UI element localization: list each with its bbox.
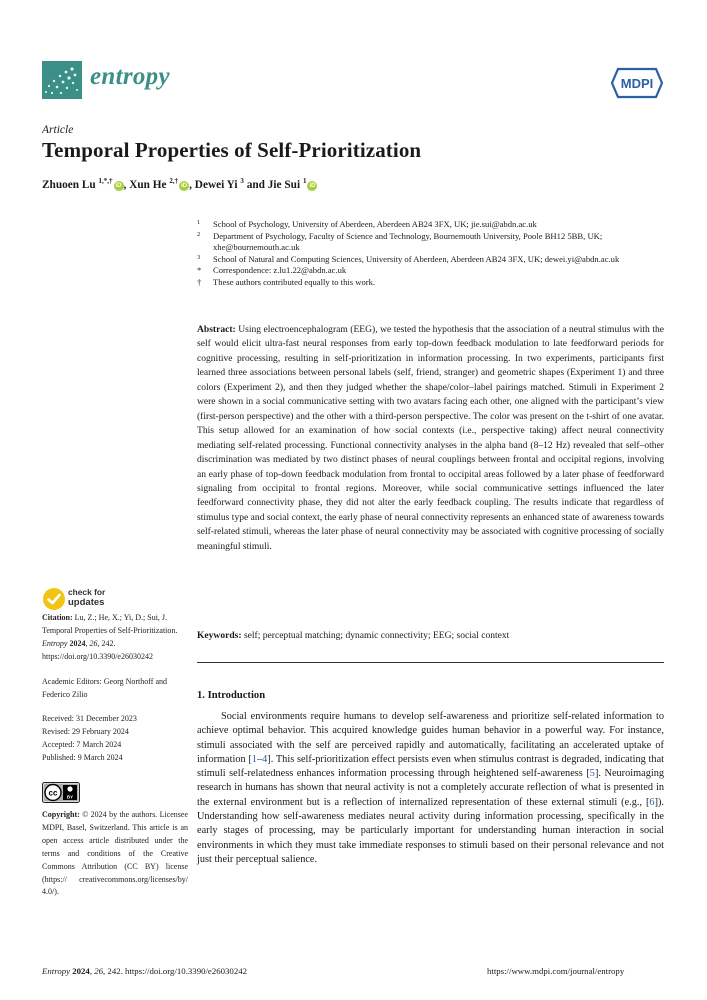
- academic-editors: Academic Editors: Georg Northoff and Federico Zilio: [42, 677, 168, 699]
- dates-block: [42, 713, 188, 765]
- mdpi-logo-icon[interactable]: [611, 66, 663, 100]
- check-for-updates-icon[interactable]: [42, 587, 66, 611]
- journal-logo-icon: [42, 61, 82, 99]
- author-affil-mark: 3: [240, 177, 244, 185]
- keywords: [197, 630, 664, 641]
- mdpi-logo-text: MDPI: [620, 76, 654, 91]
- footer-citation: Entropy 2024, 26, 242. https://doi.org/10.3390/e26030242: [42, 966, 248, 976]
- keywords-text: self; perceptual matching; dynamic connectivity; EEG; social context: [243, 630, 510, 641]
- check-for-updates-button[interactable]: check for updates: [68, 587, 106, 608]
- author-name[interactable]: Xun He: [129, 178, 167, 191]
- orcid-icon[interactable]: iD: [309, 182, 316, 189]
- intro-paragraph: Social environments require humans to develop self-awareness and prioritize self-related information to achieve optimal behavior. This acquired knowledge guides human behavior in a powerful way. For instance, stimuli associated with the self are perceived rapidly and automatically, facilitating an accelerated uptake of information [1–4]. This self-prioritization effect persists even when stimulus contrast is degraded, indicating that stimuli self-relatedness enhances information processing through heightened self-awareness [5]. Neuroimaging research in humans has shown that neural activity is not a completely accurate reflection of what is presented in the external environment but is a reflection of internalized representation of these external stimuli (e.g., [6]). Understanding how self-awareness mediates neural activity during information processing, specifically in the early stages of processing, may be particularly important for understanding human interaction in social environments in which they must take immediate responses to stimuli based on their personal relevance and not just their perceptual salience.: [197, 711, 664, 865]
- author-affil-mark: 1: [302, 177, 307, 185]
- footer-doi-link[interactable]: , 242. https://doi.org/10.3390/e26030242: [103, 966, 248, 976]
- journal-name[interactable]: entropy: [90, 63, 170, 90]
- citation-link[interactable]: 1: [251, 753, 257, 765]
- article-title: Temporal Properties of Self-Prioritization: [42, 138, 422, 162]
- affiliation-item: 3 School of Natural and Computing Sciences, University of Aberdeen, Aberdeen AB24 3FX, UK; dewei.yi@abdn.ac.uk: [197, 253, 620, 264]
- abstract-text: Using electroencephalogram (EEG), we tested the hypothesis that the association of a neutral stimulus with the self would elicit ultra-fast neural responses from early top-down feedback modulation to late feedforward periods for cognitive processing, resulting in self-prioritization in information processing. In two experiments, participants first learned three associations between personal labels (self, friend, stranger) and geometric shapes (Experiment 1) and three colors (Experiment 2), and then they judged whether the shape/color–label pairings matched. Stimuli in Experiment 2 were shown in a social communicative setting with two avatars facing each other, one aligned with the participant’s view (first-person perspective) and the other with a third-person perspective. The color was present on the t-shirt of one avatar. This setup allowed for an examination of how social contexts (i.e., perspective taking) affect neural connectivity mediating self-related processing. Functional connectivity analyses in the alpha band (8–12 Hz) revealed that self–other discrimination was mediated by two distinct phases of neural couplings between frontal and occipital regions, involving an early phase of top-down feedback modulation from frontal to occipital areas followed by a later phase of feedforward signaling from occipital to frontal regions. Moreover, while social communicative settings influenced the later feedforward connectivity phase, they did not alter the early feedback coupling. The results indicate that regardless of stimulus type and social context, the early phase of neural connectivity represents an enhanced state of awareness towards self-related stimuli, whereas the later phase of neural connectivity may be associated with cognitive processing of socially meaningful stimuli.: [197, 324, 664, 552]
- published-date: Published: 9 March 2024: [42, 752, 123, 762]
- cc-by-license-icon[interactable]: [42, 782, 80, 803]
- article-type: Article: [42, 124, 74, 136]
- accepted-date: Accepted: 7 March 2024: [42, 739, 122, 749]
- citation-link[interactable]: 4: [262, 753, 268, 765]
- affiliations: [197, 219, 667, 289]
- author-affil-mark: 2,†: [169, 177, 179, 185]
- author-name[interactable]: Jie Sui: [267, 178, 301, 191]
- citation-link[interactable]: 5: [589, 768, 595, 780]
- correspondence: * Correspondence: z.lu1.22@abdn.ac.uk: [197, 265, 347, 276]
- section-divider: [197, 662, 664, 663]
- citation-link[interactable]: 6: [649, 796, 655, 808]
- author-list: Zhuoen Lu $^{1,*,\dagger}$iD , Xun He $^{2,\dagger}$iD , Dewei Yi $^3$ and Jie Sui $^1$iD: [42, 177, 316, 191]
- author-name[interactable]: Dewei Yi: [194, 178, 238, 191]
- abstract-label: Abstract:: [197, 324, 236, 335]
- equal-contribution-note: † These authors contributed equally to this work.: [197, 276, 376, 287]
- citation-block: Citation: Lu, Z.; He, X.; Yi, D.; Sui, J. Temporal Properties of Self-Prioritization. Entropy 2024, 26, 242. https://doi.org/10.3390/e26030242: [42, 613, 178, 661]
- keywords-label: Keywords:: [197, 630, 242, 641]
- affiliation-item: 1 School of Psychology, University of Aberdeen, Aberdeen AB24 3FX, UK; jie.sui@abdn.ac.uk: [197, 219, 537, 229]
- abstract: [197, 323, 664, 554]
- revised-date: Revised: 29 February 2024: [42, 726, 129, 736]
- footer-journal-url[interactable]: https://www.mdpi.com/journal/entropy: [487, 966, 625, 976]
- svg-text:cc: cc: [48, 788, 58, 798]
- orcid-icon[interactable]: iD: [181, 182, 188, 189]
- doi-link[interactable]: , 242. https://doi.org/10.3390/e26030242: [42, 638, 153, 661]
- svg-text:BY: BY: [66, 794, 74, 800]
- author-name[interactable]: Zhuoen Lu: [42, 178, 96, 191]
- copyright-block: Copyright: © 2024 by the authors. Licensee MDPI, Basel, Switzerland. This article is an open access article distributed under the terms and conditions of the Creative Commons Attribution (CC BY) license (https:// creativecommons.org/licenses/by/ 4.0/).: [42, 810, 189, 897]
- author-affil-mark: 1,*,†: [98, 177, 113, 185]
- section-heading: 1. Introduction: [197, 690, 266, 701]
- received-date: Received: 31 December 2023: [42, 714, 137, 723]
- orcid-icon[interactable]: iD: [115, 182, 122, 189]
- affiliation-item: 2 Department of Psychology, Faculty of Science and Technology, Bournemouth University, Poole BH12 5BB, UK; xhe@bournemouth.ac.uk: [197, 230, 603, 253]
